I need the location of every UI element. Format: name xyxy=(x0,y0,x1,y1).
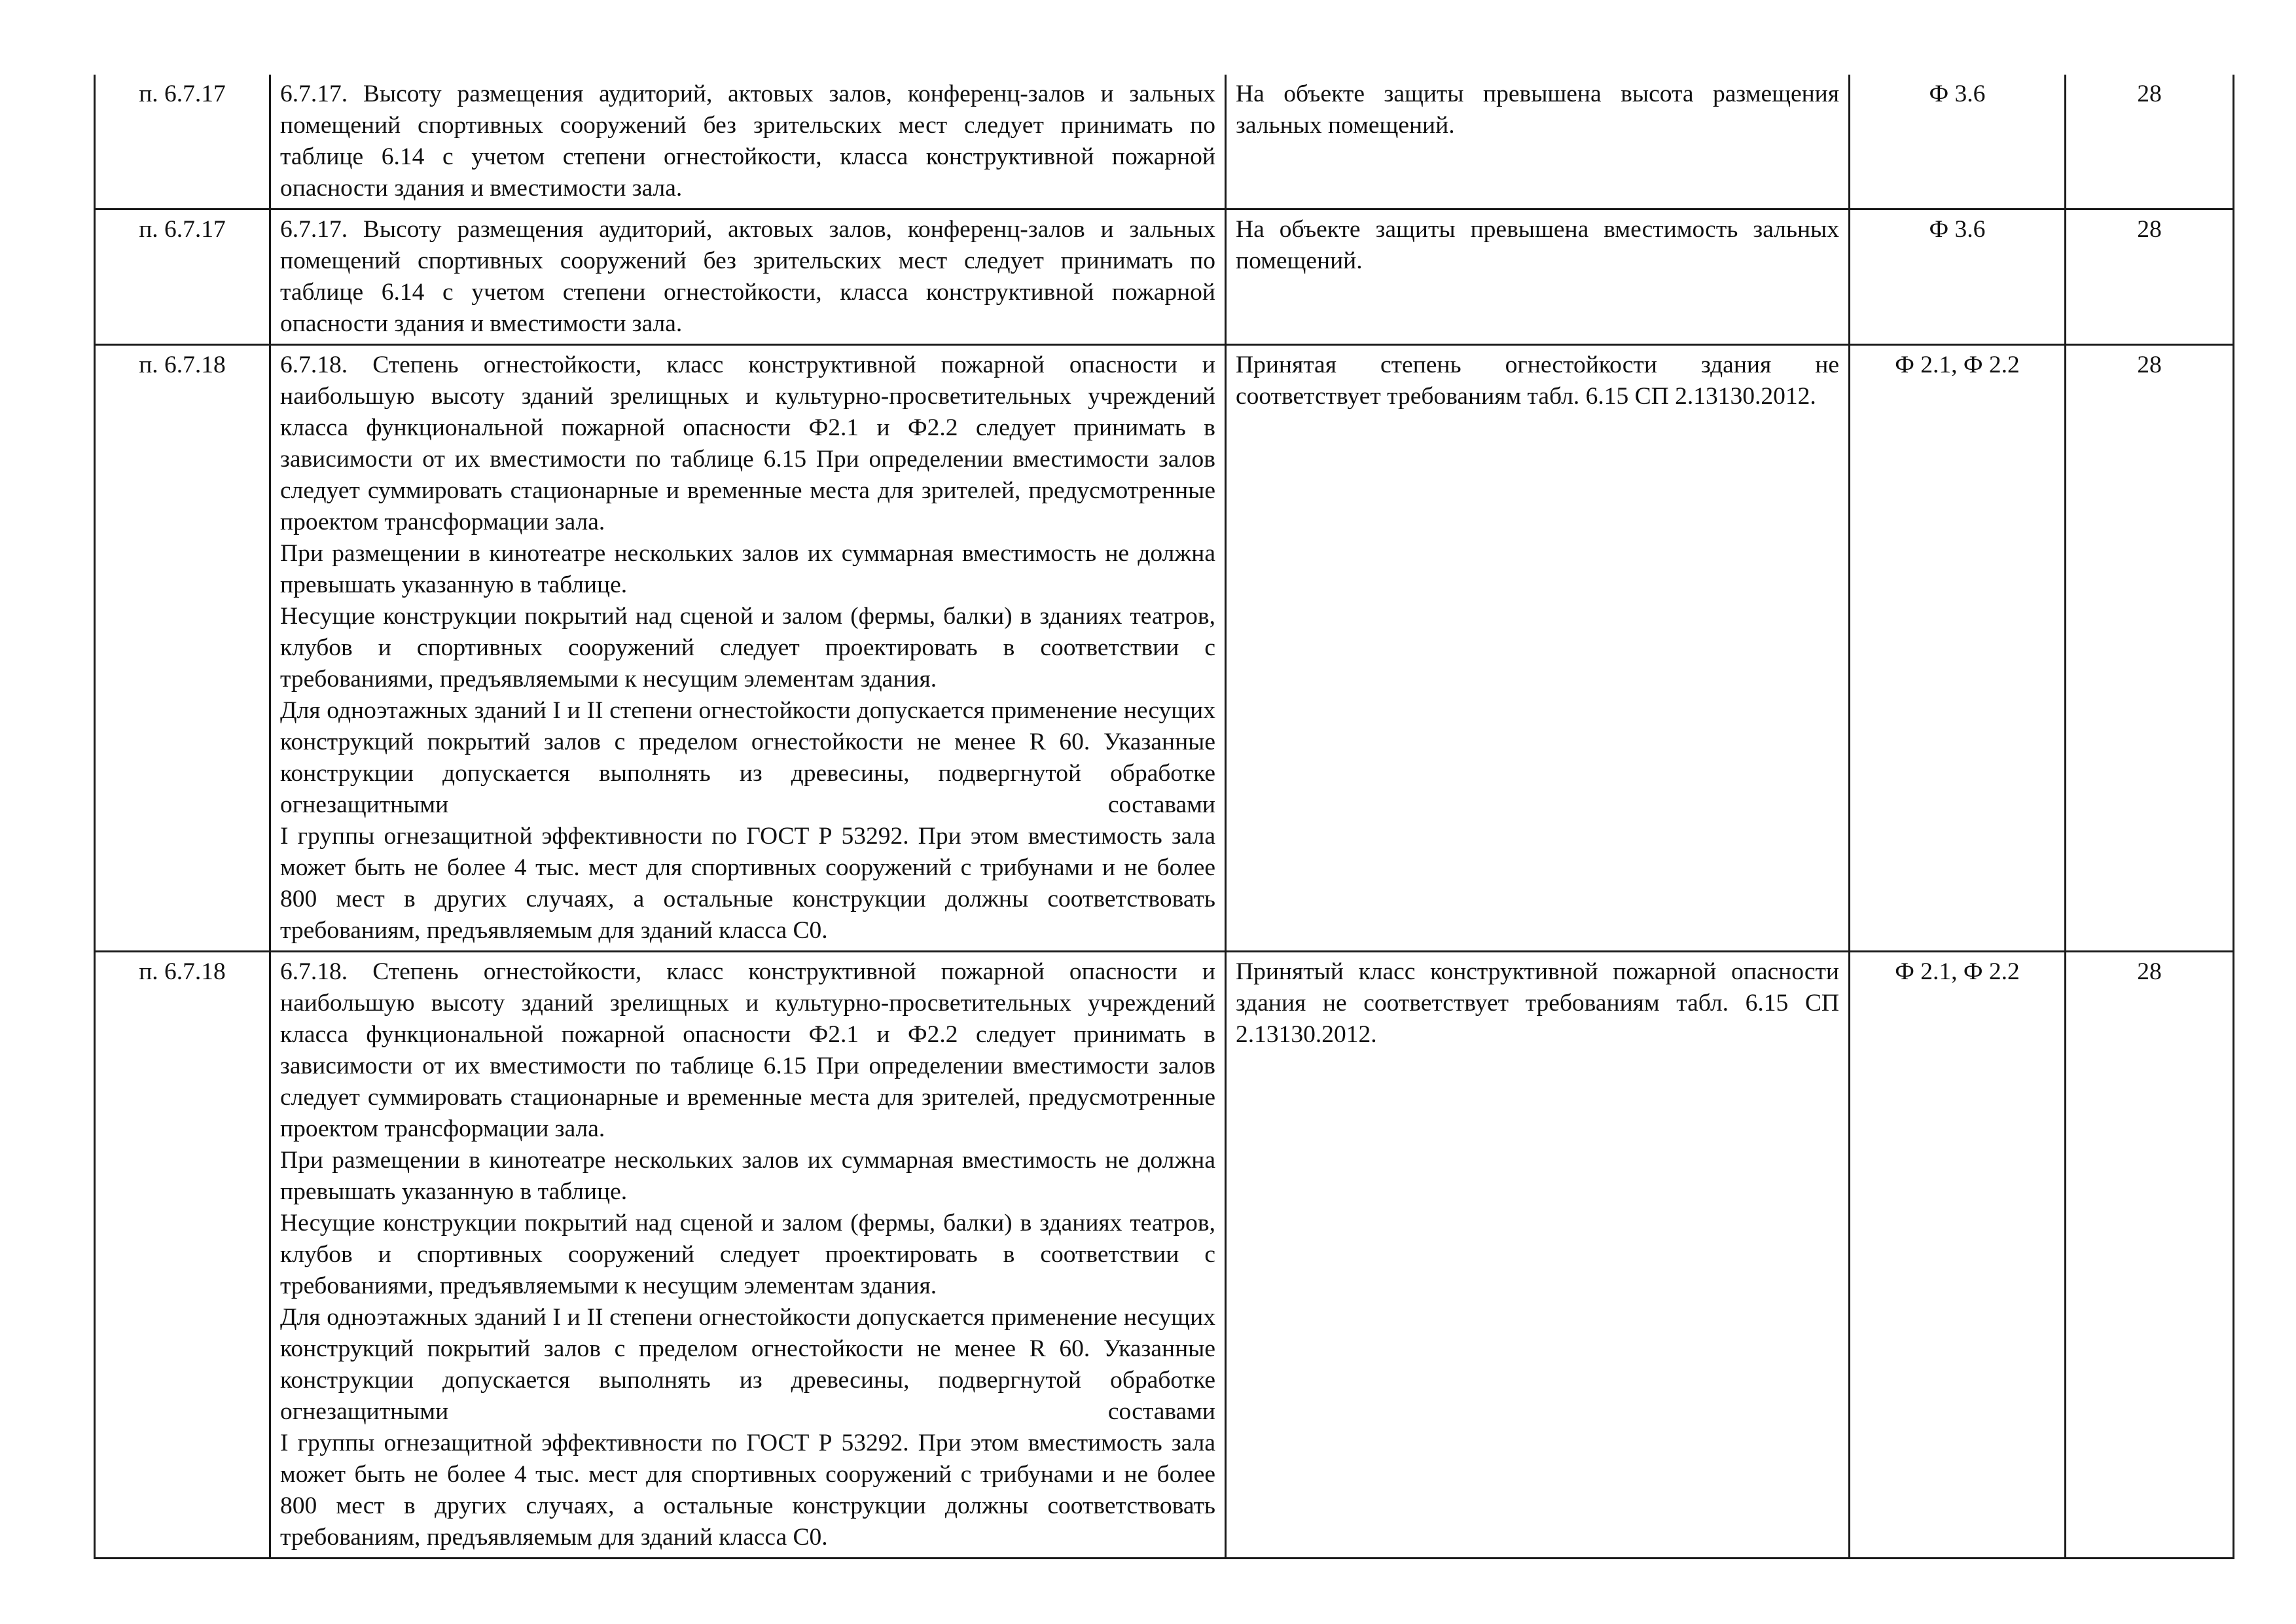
requirement-paragraph: Несущие конструкции покрытий над сценой и залом (фермы, балки) в зданиях театров, клубов и спортивных сооружений следует проектировать в соответствии с требованиями, предъявляемыми к несущим элементам здания. xyxy=(280,1210,1215,1299)
requirement-cell xyxy=(270,75,1226,209)
page-number-cell: 28 xyxy=(2066,209,2234,345)
requirement-paragraph: Несущие конструкции покрытий над сценой и залом (фермы, балки) в зданиях театров, клубов и спортивных сооружений следует проектировать в соответствии с требованиями, предъявляемыми к несущим элементам здания. xyxy=(280,603,1215,693)
requirement-paragraph: 6.7.17. Высоту размещения аудиторий, актовых залов, конференц-залов и зальных помещений спортивных сооружений без зрительских мест следует принимать по таблице 6.14 с учетом степени огнестойкости, класса конструктивной пожарной опасности здания и вместимости зала. xyxy=(280,81,1215,202)
law-ref-cell: Ф 2.1, Ф 2.2 xyxy=(1850,345,2066,952)
clause-ref-cell: п. 6.7.18 xyxy=(95,952,270,1559)
page-number-cell: 28 xyxy=(2066,345,2234,952)
requirement-paragraph: 6.7.17. Высоту размещения аудиторий, актовых залов, конференц-залов и зальных помещений спортивных сооружений без зрительских мест следует принимать по таблице 6.14 с учетом степени огнестойкости, класса конструктивной пожарной опасности здания и вместимости зала. xyxy=(280,216,1215,337)
violation-cell: Принятый класс конструктивной пожарной опасности здания не соответствует требованиям табл. 6.15 СП 2.13130.2012. xyxy=(1226,952,1850,1559)
table-row xyxy=(95,209,2234,345)
page-number-cell: 28 xyxy=(2066,75,2234,209)
clause-ref-cell: п. 6.7.17 xyxy=(95,75,270,209)
table-row xyxy=(95,345,2234,952)
law-ref-cell: Ф 2.1, Ф 2.2 xyxy=(1850,952,2066,1559)
requirement-paragraph: Для одноэтажных зданий I и II степени огнестойкости допускается применение несущих конструкций покрытий залов с пределом огнестойкости не менее R 60. Указанные конструкции допускается выполнять из древесины, подвергнутой обработке огнезащитными составами xyxy=(280,1304,1215,1425)
requirement-paragraph: I группы огнезащитной эффективности по ГОСТ Р 53292. При этом вместимость зала может быть не более 4 тыс. мест для спортивных сооружений с трибунами и не более 800 мест в других случаях, а остальные конструкции должны соответствовать требованиям, предъявляемым для зданий класса С0. xyxy=(280,1430,1215,1551)
page-number-cell: 28 xyxy=(2066,952,2234,1559)
requirement-paragraph: При размещении в кинотеатре нескольких залов их суммарная вместимость не должна превышать указанную в таблице. xyxy=(280,1147,1215,1205)
law-ref-cell: Ф 3.6 xyxy=(1850,209,2066,345)
requirement-cell xyxy=(270,345,1226,952)
requirement-paragraph: Для одноэтажных зданий I и II степени огнестойкости допускается применение несущих конструкций покрытий залов с пределом огнестойкости не менее R 60. Указанные конструкции допускается выполнять из древесины, подвергнутой обработке огнезащитными составами xyxy=(280,697,1215,818)
requirement-paragraph: 6.7.18. Степень огнестойкости, класс конструктивной пожарной опасности и наибольшую высоту зданий зрелищных и культурно-просветительных учреждений класса функциональной пожарной опасности Ф2.1 и Ф2.2 следует принимать в зависимости от их вместимости по таблице 6.15 При определении вместимости залов следует суммировать стационарные и временные места для зрителей, предусмотренные проектом трансформации зала. xyxy=(280,958,1215,1142)
violation-cell: Принятая степень огнестойкости здания не соответствует требованиям табл. 6.15 СП 2.13130.2012. xyxy=(1226,345,1850,952)
violation-cell: На объекте защиты превышена высота размещения зальных помещений. xyxy=(1226,75,1850,209)
requirement-paragraph: 6.7.18. Степень огнестойкости, класс конструктивной пожарной опасности и наибольшую высоту зданий зрелищных и культурно-просветительных учреждений класса функциональной пожарной опасности Ф2.1 и Ф2.2 следует принимать в зависимости от их вместимости по таблице 6.15 При определении вместимости залов следует суммировать стационарные и временные места для зрителей, предусмотренные проектом трансформации зала. xyxy=(280,352,1215,535)
clause-ref-cell: п. 6.7.18 xyxy=(95,345,270,952)
requirement-paragraph: I группы огнезащитной эффективности по ГОСТ Р 53292. При этом вместимость зала может быть не более 4 тыс. мест для спортивных сооружений с трибунами и не более 800 мест в других случаях, а остальные конструкции должны соответствовать требованиям, предъявляемым для зданий класса С0. xyxy=(280,823,1215,944)
requirement-paragraph: При размещении в кинотеатре нескольких залов их суммарная вместимость не должна превышать указанную в таблице. xyxy=(280,540,1215,598)
requirement-cell xyxy=(270,209,1226,345)
norms-table xyxy=(94,75,2234,1559)
table-row xyxy=(95,952,2234,1559)
clause-ref-cell: п. 6.7.17 xyxy=(95,209,270,345)
requirement-cell xyxy=(270,952,1226,1559)
law-ref-cell: Ф 3.6 xyxy=(1850,75,2066,209)
table-row xyxy=(95,75,2234,209)
violation-cell: На объекте защиты превышена вместимость зальных помещений. xyxy=(1226,209,1850,345)
